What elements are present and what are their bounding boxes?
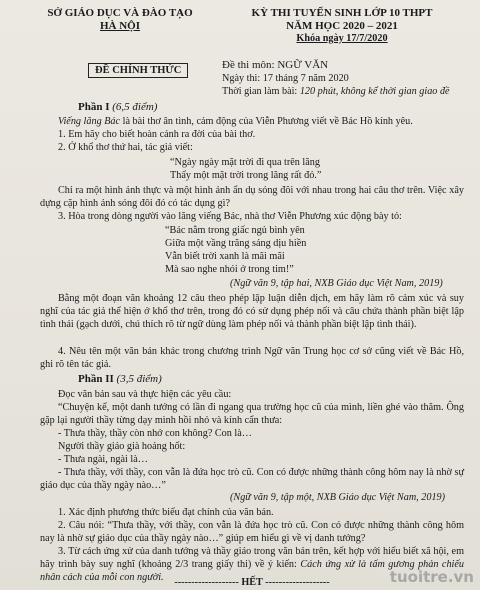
school-year: NĂM HỌC 2020 – 2021 <box>286 20 398 32</box>
exam-session-date: Khóa ngày 17/7/2020 <box>296 33 388 44</box>
part1-q2: 2. Ở khổ thơ thứ hai, tác giả viết: <box>58 142 193 153</box>
part1-intro-text: là bài thơ ân tình, cảm động của Viễn Phương viết về Bác Hồ kính yêu. <box>120 116 413 127</box>
part2-title: Phần II <box>78 373 114 385</box>
official-label: ĐỀ CHÍNH THỨC <box>88 63 188 78</box>
subject-value: NGỮ VĂN <box>277 59 329 71</box>
part1-heading <box>78 101 157 113</box>
end-marker: ------------------- HẾT ------------------- <box>174 577 330 588</box>
verse-block-1 <box>170 156 321 182</box>
verse-line: Giữa một vầng trăng sáng dịu hiền <box>165 238 307 249</box>
passage-para: Người thầy giáo già hoảng hốt: <box>58 441 186 452</box>
verse-line: Mà sao nghe nhói ở trong tim!” <box>165 264 294 275</box>
part1-q3-text: Bằng một đoạn văn khoảng 12 câu theo phép lập luận diễn dịch, em hãy làm rõ cảm xúc và suy nghĩ của tác giả thể hiện ở khổ thơ trên, trong đó có sử dụng phép nối và câu chứa thành phần biệt lập tình thái (gạch dưới, chú thích rõ từ ngữ dùng làm phép nối và thành phần biệt lập tình thái). <box>40 293 464 330</box>
verse-line: “Ngày ngày mặt trời đi qua trên lăng <box>170 157 320 168</box>
source-citation-2: (Ngữ văn 9, tập một, NXB Giáo dục Việt Nam, 2019) <box>230 492 446 503</box>
exam-session <box>232 33 452 44</box>
time-line <box>222 86 450 97</box>
verse-line: Vẫn biết trời xanh là mãi mãi <box>165 251 285 262</box>
passage-para: - Thưa ngài, ngài là… <box>58 454 148 465</box>
city-name: HÀ NỘI <box>99 20 141 32</box>
source-citation-1: (Ngữ văn 9, tập hai, NXB Giáo dục Việt Nam, 2019) <box>230 278 443 289</box>
exam-title: KỲ THI TUYỂN SINH LỚP 10 THPT <box>251 7 433 19</box>
passage-para: - Thưa thầy, thầy còn nhớ con không? Con là… <box>58 428 252 439</box>
part2-heading <box>78 373 162 385</box>
part1-q1: 1. Em hãy cho biết hoàn cảnh ra đời của bài thơ. <box>58 129 256 140</box>
part1-title: Phần I <box>78 101 110 113</box>
part2-points: (3,5 điểm) <box>116 373 162 385</box>
part2-q2: 2. Câu nói: “Thưa thầy, với thầy, con vẫn là đứa học trò cũ. Con có được những thành công hôm nay là nhờ sự giáo dục của thầy ngày nào…” giúp em hiểu gì về vị danh tướng? <box>40 520 464 544</box>
time-value: 120 phút, không kể thời gian giao đề <box>299 86 450 97</box>
exam-date: Ngày thi: 17 tháng 7 năm 2020 <box>222 73 349 84</box>
part1-q4: 4. Nêu tên một văn bản khác trong chương trình Ngữ văn Trung học cơ sở cũng viết về Bác Hồ, ghi rõ tên tác giả. <box>40 346 464 370</box>
subject-label: Đề thi môn: <box>222 59 275 71</box>
part2-q3-text: 3. Từ cách ứng xử của danh tướng và thầy giáo trong văn bản trên, kết hợp với hiểu biết xã hội, em hãy trình bày suy nghĩ (khoảng 2/3 trang giấy thi) về ý kiến: <box>40 546 464 570</box>
verse-line: “Bác nằm trong giấc ngủ bình yên <box>165 225 305 236</box>
part1-points: (6,5 điểm) <box>112 101 158 113</box>
poem-title: Viếng lăng Bác <box>58 116 121 127</box>
part2-intro: Đọc văn bản sau và thực hiện các yêu cầu: <box>58 389 232 400</box>
part2-q3-quote: Cách ứng xử là tấm gương phản chiếu nhân cách của mỗi con người. <box>40 559 464 583</box>
passage-para: - Thưa thầy, với thầy, con vẫn là đứa học trò cũ. Con có được những thành công hôm nay là nhờ sự giáo dục của thầy ngày nào…” <box>40 467 464 491</box>
watermark-logo: tuoitre.vn <box>389 568 474 586</box>
part1-q2-text: Chỉ ra một hình ảnh thực và một hình ảnh ẩn dụ sóng đôi với nhau trong hai câu thơ trên. Việc xây dựng cặp hình ảnh sóng đôi đó có tác dụng gì? <box>40 185 464 209</box>
official-stamp <box>88 60 188 78</box>
subject-line <box>222 59 328 71</box>
verse-line: Thấy một mặt trời trong lăng rất đỏ.” <box>170 170 322 181</box>
part1-q3: 3. Hòa trong dòng người vào lăng viếng Bác, nhà thơ Viễn Phương xúc động bày tỏ: <box>58 211 402 222</box>
part1-intro <box>40 115 464 128</box>
part2-q1: 1. Xác định phương thức biểu đạt chính của văn bản. <box>58 507 274 518</box>
passage-para: “Chuyện kể, một danh tướng có lần đi ngang qua trường học cũ của mình, liền ghé vào thăm. Ông gặp lại người thầy từng dạy mình hồi nhỏ và kính cẩn thưa: <box>40 402 464 426</box>
time-label: Thời gian làm bài: <box>222 86 298 97</box>
department-name: SỞ GIÁO DỤC VÀ ĐÀO TẠO <box>47 7 193 19</box>
verse-block-2 <box>165 224 306 276</box>
